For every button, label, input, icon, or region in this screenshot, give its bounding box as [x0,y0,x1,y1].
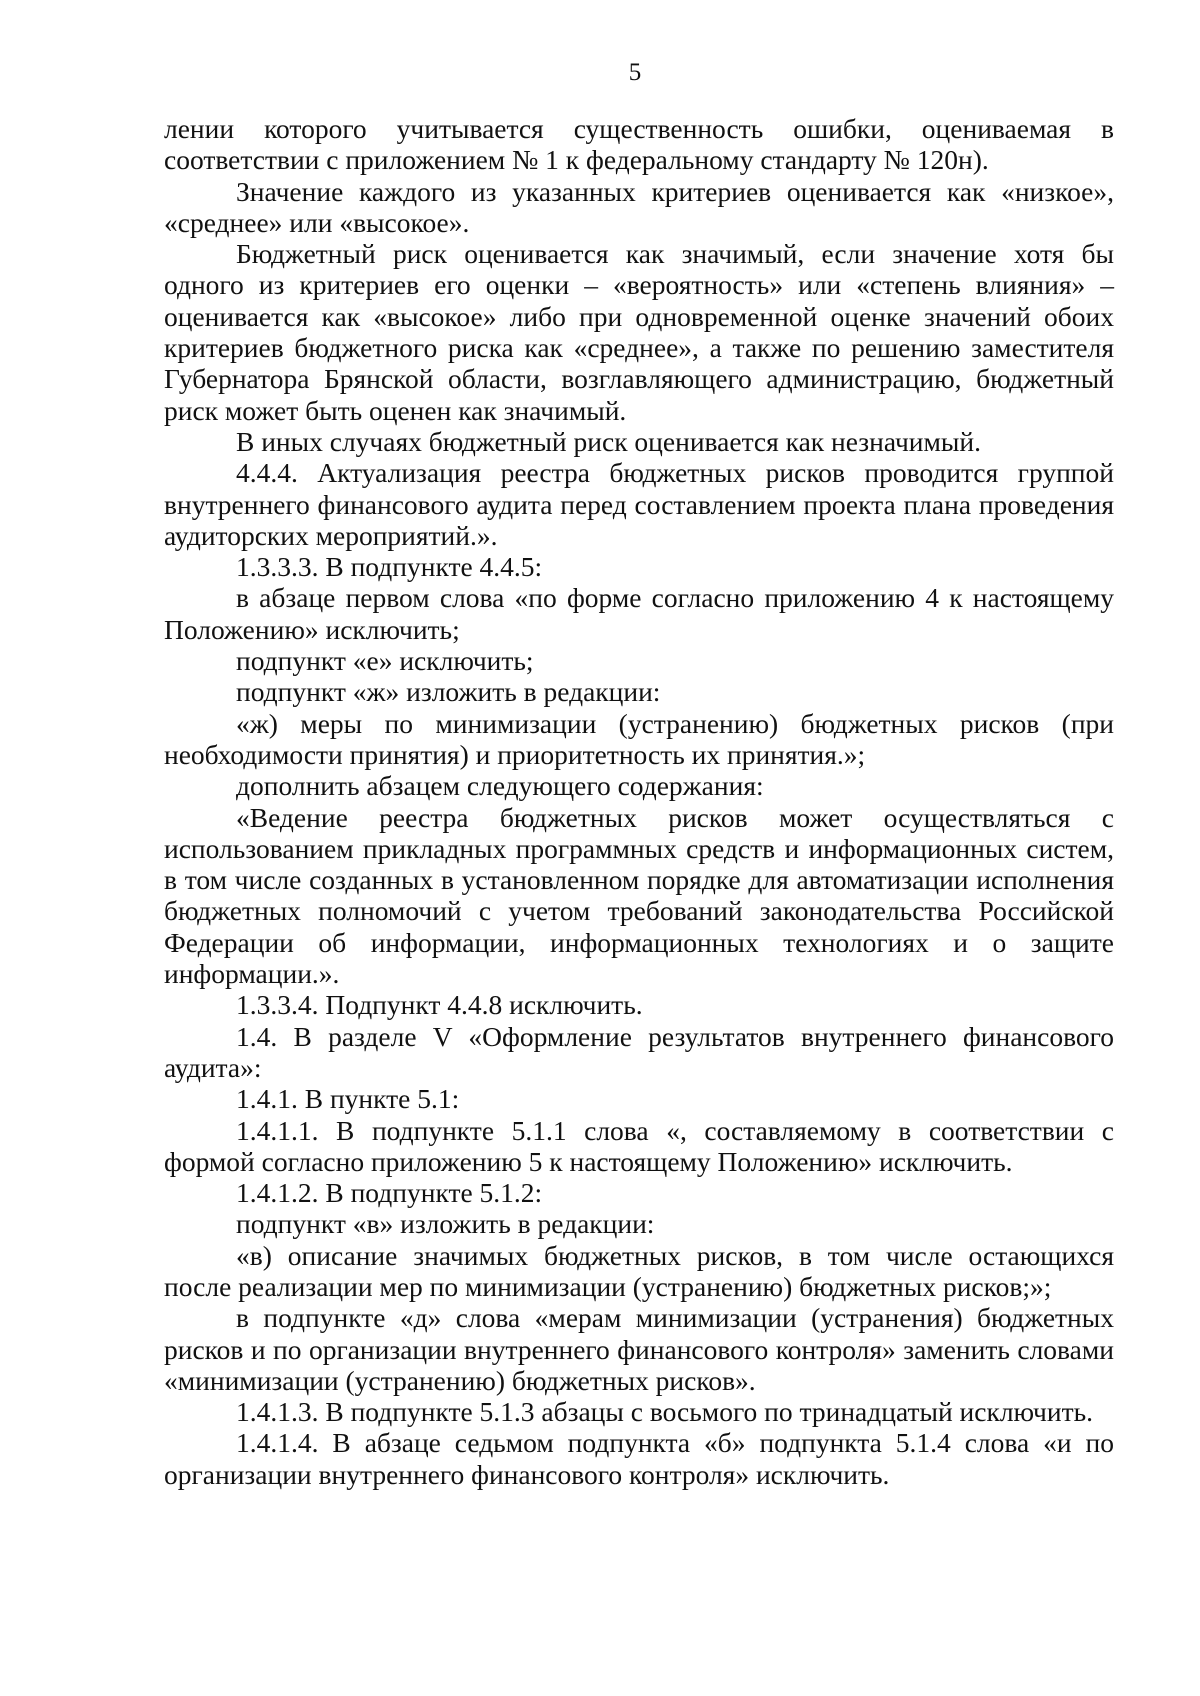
paragraph: 1.3.3.4. Подпункт 4.4.8 исключить. [236,989,643,1021]
document-body [164,113,1114,1490]
paragraph: подпункт «ж» изложить в редакции: [236,676,661,708]
paragraph: 4.4.4. Актуализация реестра бюджетных рисков проводится группой внутреннего финансового аудита перед составлением проекта плана проведения аудиторских мероприятий.». [164,457,1114,551]
paragraph: 1.4.1. В пункте 5.1: [236,1083,460,1115]
paragraph: Бюджетный риск оценивается как значимый, если значение хотя бы одного из критериев его оценки – «вероятность» или «степень влияния» – оценивается как «высокое» либо при одновременной оценке значений обоих критериев бюджетного риска как «среднее», а также по решению заместителя Губернатора Брянской области, возглавляющего администрацию, бюджетный риск может быть оценен как значимый. [164,238,1114,426]
paragraph: подпункт «е» исключить; [236,645,534,677]
paragraph: в подпункте «д» слова «мерам минимизации (устранения) бюджетных рисков и по организации внутреннего финансового контроля» заменить словами «минимизации (устранению) бюджетных рисков». [164,1302,1114,1396]
paragraph: лении которого учитывается существенность ошибки, оцениваемая в соответствии с приложением № 1 к федеральному стандарту № 120н). [164,113,1114,176]
paragraph: 1.3.3.3. В подпункте 4.4.5: [236,551,543,583]
page-number: 5 [628,59,642,86]
paragraph: подпункт «в» изложить в редакции: [236,1208,655,1240]
paragraph: 1.4.1.4. В абзаце седьмом подпункта «б» подпункта 5.1.4 слова «и по организации внутреннего финансового контроля» исключить. [164,1427,1114,1490]
paragraph: в абзаце первом слова «по форме согласно приложению 4 к настоящему Положению» исключить; [164,582,1114,645]
paragraph: 1.4.1.2. В подпункте 5.1.2: [236,1177,543,1209]
paragraph: «в) описание значимых бюджетных рисков, в том числе остающихся после реализации мер по минимизации (устранению) бюджетных рисков;»; [164,1239,1114,1302]
paragraph: 1.4. В разделе V «Оформление результатов внутреннего финансового аудита»: [164,1020,1114,1083]
paragraph: 1.4.1.1. В подпункте 5.1.1 слова «, составляемому в соответствии с формой согласно приложению 5 к настоящему Положению» исключить. [164,1114,1114,1177]
paragraph: Значение каждого из указанных критериев оценивается как «низкое», «среднее» или «высокое». [164,175,1114,238]
paragraph: «Ведение реестра бюджетных рисков может осуществляться с использованием прикладных программных средств и информационных систем, в том числе созданных в установленном порядке для автоматизации исполнения бюджетных полномочий с учетом требований законодательства Российской Федерации об информации, информационных технологиях и о защите информации.». [164,801,1114,990]
paragraph: «ж) меры по минимизации (устранению) бюджетных рисков (при необходимости принятия) и приоритетность их принятия.»; [164,707,1114,770]
paragraph: В иных случаях бюджетный риск оценивается как незначимый. [236,425,981,457]
paragraph: 1.4.1.3. В подпункте 5.1.3 абзацы с восьмого по тринадцатый исключить. [236,1396,1094,1428]
paragraph: дополнить абзацем следующего содержания: [236,770,764,802]
